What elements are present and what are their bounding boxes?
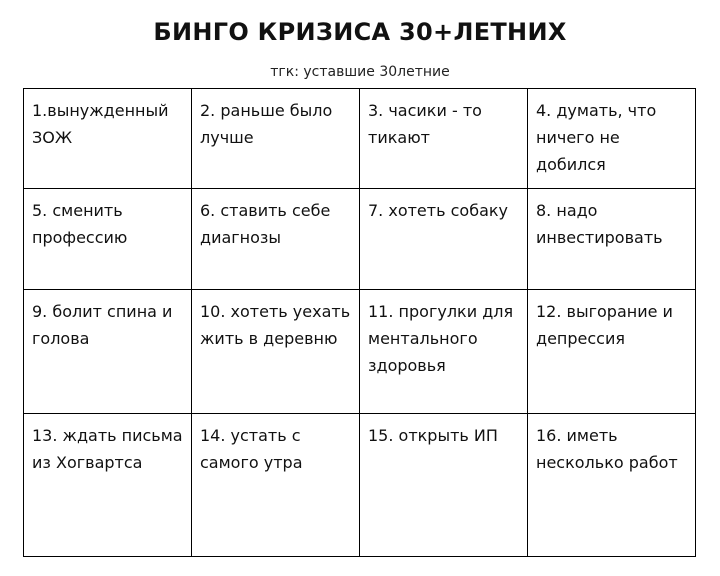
bingo-cell: 9. болит спина и голова	[24, 290, 192, 414]
bingo-cell: 5. сменить профессию	[24, 189, 192, 290]
bingo-cell: 4. думать, что ничего не добился	[528, 89, 696, 189]
bingo-grid	[23, 88, 696, 557]
bingo-cell: 11. прогулки для ментального здоровья	[360, 290, 528, 414]
telegram-channel-caption: тгк: уставшие 30летние	[270, 64, 450, 80]
bingo-cell: 2. раньше было лучше	[192, 89, 360, 189]
bingo-row	[24, 189, 696, 290]
bingo-cell: 3. часики - то тикают	[360, 89, 528, 189]
bingo-cell: 16. иметь несколько работ	[528, 414, 696, 557]
page-title: БИНГО КРИЗИСА 30+ЛЕТНИХ	[153, 18, 567, 46]
bingo-row	[24, 290, 696, 414]
bingo-cell: 10. хотеть уехать жить в деревню	[192, 290, 360, 414]
bingo-cell: 14. устать с самого утра	[192, 414, 360, 557]
bingo-row	[24, 414, 696, 557]
bingo-cell: 12. выгорание и депрессия	[528, 290, 696, 414]
bingo-row	[24, 89, 696, 189]
bingo-cell: 1.вынужденный ЗОЖ	[24, 89, 192, 189]
bingo-cell: 13. ждать письма из Хогвартса	[24, 414, 192, 557]
bingo-cell: 7. хотеть собаку	[360, 189, 528, 290]
bingo-cell: 15. открыть ИП	[360, 414, 528, 557]
bingo-cell: 8. надо инвестировать	[528, 189, 696, 290]
bingo-cell: 6. ставить себе диагнозы	[192, 189, 360, 290]
